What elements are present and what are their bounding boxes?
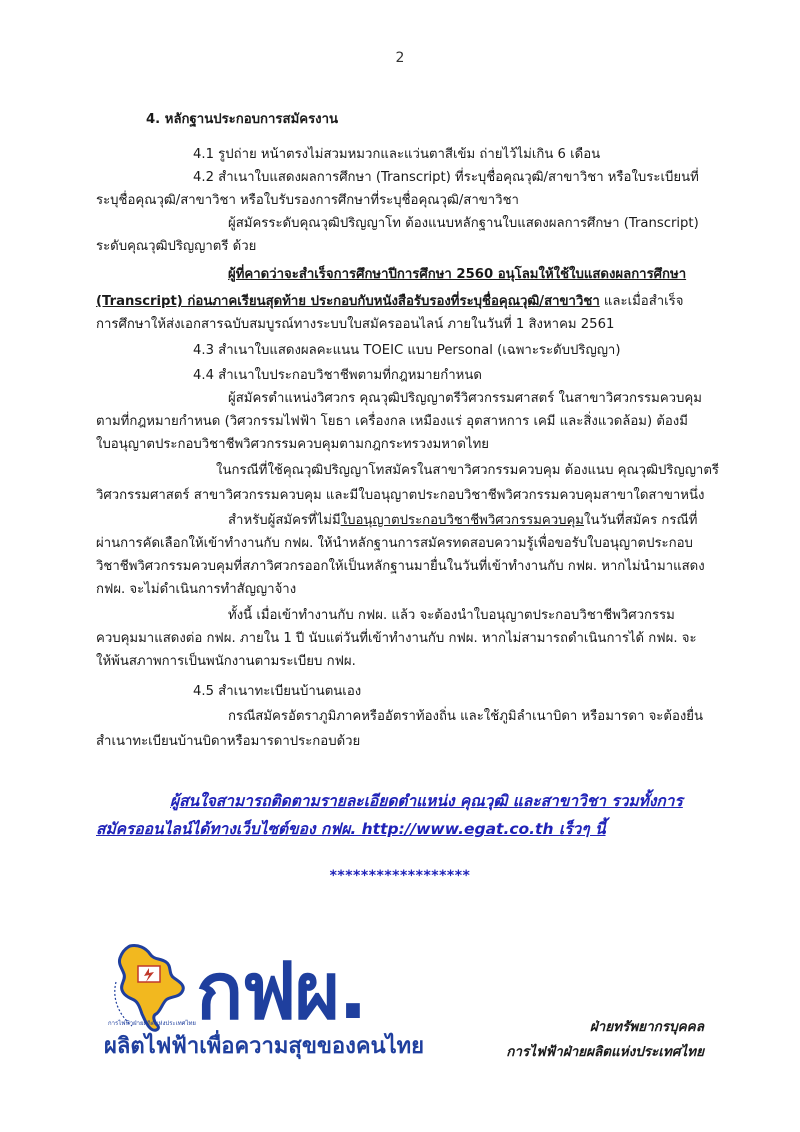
logo-name: กฟผ.: [196, 947, 366, 1037]
website-notice-line2[interactable]: สมัครออนไลน์ได้ทางเว็บไซต์ของ กฟผ. http://www.egat.co.th เร็วๆ นี้: [96, 820, 606, 838]
body-text: สำหรับผู้สมัครที่ไม่มี: [228, 513, 341, 528]
body-text: และเมื่อสำเร็จ: [599, 294, 684, 309]
graduate-note: ผู้ที่คาดว่าจะสำเร็จการศึกษาปีการศึกษา 2560 อนุโลมให้ใช้ใบแสดงผลการศึกษา: [228, 267, 687, 282]
body-line: ให้พ้นสภาพการเป็นพนักงานตามระเบียบ กฟผ.: [96, 654, 356, 669]
body-line: [228, 511, 697, 531]
website-notice-line1[interactable]: ผู้สนใจสามารถติดตามรายละเอียดตำแหน่ง คุณวุฒิ และสาขาวิชา รวมทั้งการ: [170, 792, 683, 810]
body-line: สำเนาทะเบียนบ้านบิดาหรือมารดาประกอบด้วย: [96, 734, 361, 749]
item-4-4: 4.4 สำเนาใบประกอบวิชาชีพตามที่กฎหมายกำหนด: [193, 368, 482, 383]
license-underline: ใบอนุญาตประกอบวิชาชีพวิศวกรรมควบคุม: [340, 513, 584, 528]
body-line: ระดับคุณวุฒิปริญญาตรี ด้วย: [96, 239, 257, 254]
body-line: ใบอนุญาตประกอบวิชาชีพวิศวกรรมควบคุมตามกฎกระทรวงมหาดไทย: [96, 437, 489, 452]
body-line: [96, 292, 683, 312]
body-line: การศึกษาให้ส่งเอกสารฉบับสมบูรณ์ทางระบบใบสมัครออนไลน์ ภายในวันที่ 1 สิงหาคม 2561: [96, 317, 615, 332]
graduate-note-cont: (Transcript) ก่อนภาคเรียนสุดท้าย ประกอบกับหนังสือรับรองที่ระบุชื่อคุณวุฒิ/สาขาวิชา: [96, 294, 600, 309]
item-4-1: 4.1 รูปถ่าย หน้าตรงไม่สวมหมวกและแว่นตาสีเข้ม ถ่ายไว้ไม่เกิน 6 เดือน: [193, 147, 601, 162]
body-line: ตามที่กฎหมายกำหนด (วิศวกรรมไฟฟ้า โยธา เครื่องกล เหมืองแร่ อุตสาหการ เคมี และสิ่งแวดล้อม) ต้องมี: [96, 414, 688, 429]
body-line: วิชาชีพวิศวกรรมควบคุมที่สภาวิศวกรออกให้เป็นหลักฐานมายื่นในวันที่เข้าทำงานกับ กฟผ. หากไม่นำมาแสดง: [96, 559, 705, 574]
body-line: กรณีสมัครอัตราภูมิภาคหรืออัตราท้องถิ่น และใช้ภูมิลำเนาบิดา หรือมารดา จะต้องยื่น: [228, 709, 704, 724]
body-line: กฟผ. จะไม่ดำเนินการทำสัญญาจ้าง: [96, 582, 297, 597]
body-line: ผ่านการคัดเลือกให้เข้าทำงานกับ กฟผ. ให้นำหลักฐานการสมัครทดสอบความรู้เพื่อขอรับใบอนุญาตประกอบ: [96, 536, 693, 551]
body-line: ในกรณีที่ใช้คุณวุฒิปริญญาโทสมัครในสาขาวิศวกรรมควบคุม ต้องแนบ คุณวุฒิปริญญาตรี: [216, 463, 719, 478]
separator: ******************: [329, 868, 471, 884]
body-text: ในวันที่สมัคร กรณีที่: [584, 513, 698, 528]
body-line: ผู้สมัครตำแหน่งวิศวกร คุณวุฒิปริญญาตรีวิศวกรรมศาสตร์ ในสาขาวิศวกรรมควบคุม: [228, 391, 702, 406]
item-4-3: 4.3 สำเนาใบแสดงผลคะแนน TOEIC แบบ Personal (เฉพาะระดับปริญญา): [193, 343, 621, 358]
body-line: ผู้สมัครระดับคุณวุฒิปริญญาโท ต้องแนบหลักฐานใบแสดงผลการศึกษา (Transcript): [228, 216, 699, 231]
body-line: ทั้งนี้ เมื่อเข้าทำงานกับ กฟผ. แล้ว จะต้องนำใบอนุญาตประกอบวิชาชีพวิศวกรรม: [228, 608, 675, 623]
body-line: ควบคุมมาแสดงต่อ กฟผ. ภายใน 1 ปี นับแต่วันที่เข้าทำงานกับ กฟผ. หากไม่สามารถดำเนินการได้ กฟผ. จะ: [96, 631, 697, 646]
section-heading: 4. หลักฐานประกอบการสมัครงาน: [146, 112, 339, 127]
logo-slogan: ผลิตไฟฟ้าเพื่อความสุขของคนไทย: [104, 1034, 425, 1059]
emblem-text: การไฟฟ้าฝ่ายผลิตแห่งประเทศไทย: [108, 1020, 196, 1027]
item-4-5: 4.5 สำเนาทะเบียนบ้านตนเอง: [193, 684, 362, 699]
item-4-2: 4.2 สำเนาใบแสดงผลการศึกษา (Transcript) ที่ระบุชื่อคุณวุฒิ/สาขาวิชา หรือใบระเบียนที่: [193, 170, 699, 185]
page-number: 2: [395, 50, 405, 66]
body-line: ระบุชื่อคุณวุฒิ/สาขาวิชา หรือใบรับรองการศึกษาที่ระบุชื่อคุณวุฒิ/สาขาวิชา: [96, 193, 519, 208]
signature-dept: ฝ่ายทรัพยากรบุคคล: [589, 1019, 704, 1035]
signature-org: การไฟฟ้าฝ่ายผลิตแห่งประเทศไทย: [506, 1044, 704, 1060]
body-line: วิศวกรรมศาสตร์ สาขาวิศวกรรมควบคุม และมีใบอนุญาตประกอบวิชาชีพวิศวกรรมควบคุมสาขาใดสาขาหนึ่ง: [96, 488, 705, 503]
